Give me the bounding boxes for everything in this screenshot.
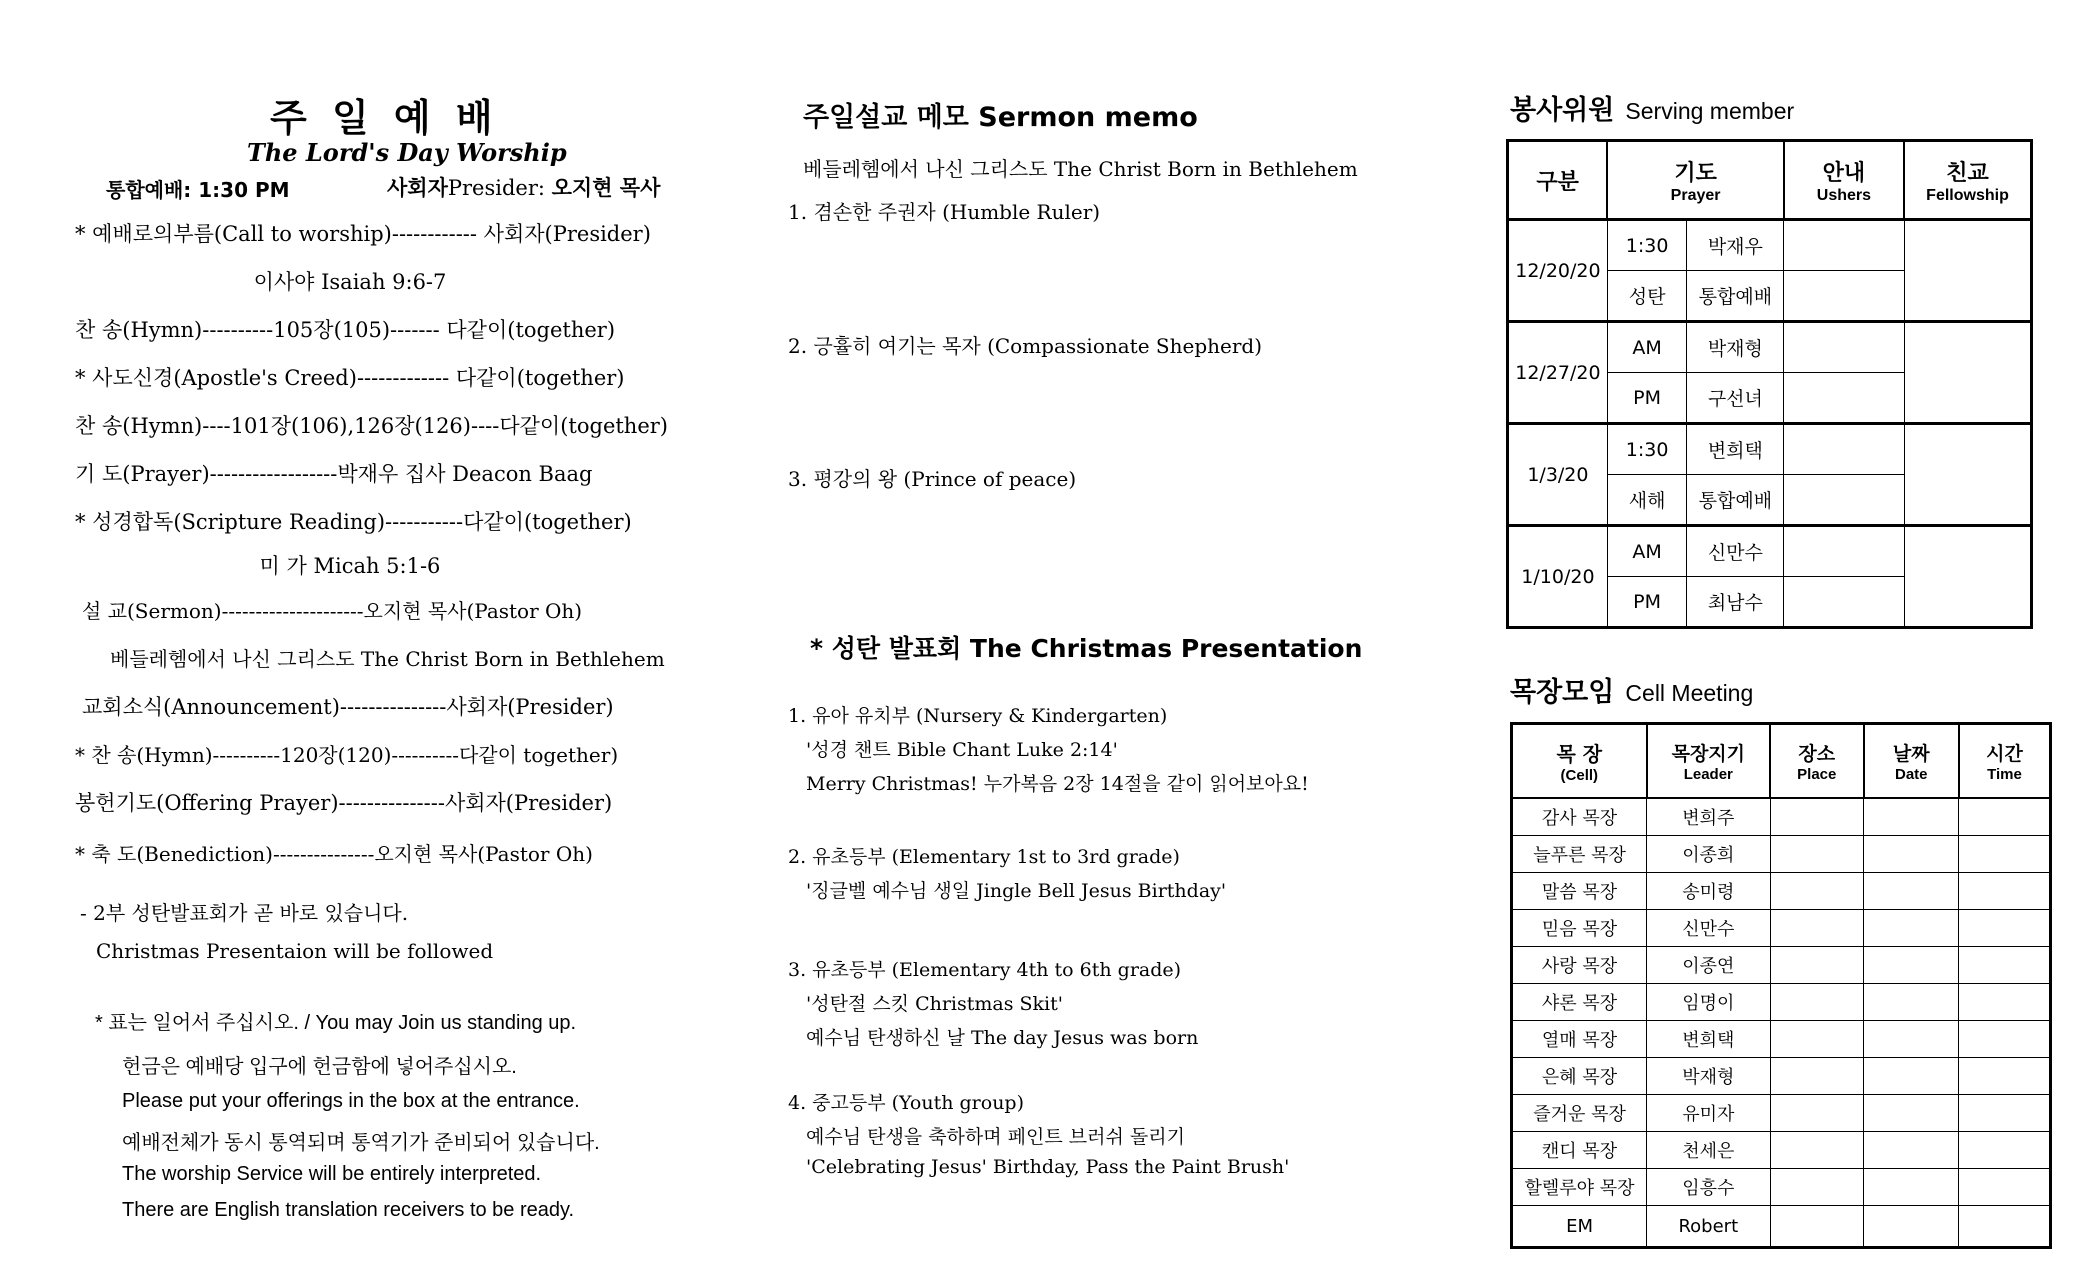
serving-date: 12/27/20 [1508,322,1608,424]
serving-time: 1:30 [1607,424,1687,475]
cell-name: 사랑 목장 [1512,947,1647,984]
table-row [1512,984,2051,1021]
cell-time [1959,1169,2051,1206]
cell-name: EM [1512,1206,1647,1248]
presider-name: 오지현 목사 [551,176,661,200]
table-row [1512,1095,2051,1132]
sermon-point: 1. 겸손한 주권자 (Humble Ruler) [788,200,1101,224]
sermon-memo-title: 주일설교 메모 Sermon memo [803,102,1198,133]
christmas-group-line: 예수님 탄생하신 날 The day Jesus was born [806,1027,1199,1049]
order-item: * 찬 송(Hymn)----------120장(120)----------다같이 together) [75,743,619,767]
cell-place [1770,984,1864,1021]
serving-title-en: Serving member [1625,98,1795,124]
cell-time [1959,1095,2051,1132]
cell-place [1770,1021,1864,1058]
serving-heading [1510,88,1794,127]
order-item: * 성경합독(Scripture Reading)-----------다같이(together) [75,510,632,534]
header-ushers: 안내 Ushers [1784,141,1904,220]
christmas-group: 3. 유초등부 (Elementary 4th to 6th grade) [788,959,1182,981]
cell-leader: 박재형 [1647,1058,1770,1095]
table-row [1508,220,2032,271]
serving-time: AM [1607,526,1687,577]
note-offering-en: Please put your offerings in the box at the entrance. [122,1090,580,1112]
christmas-group-line: '성경 챈트 Bible Chant Luke 2:14' [806,739,1118,761]
cell-name: 할렐루야 목장 [1512,1169,1647,1206]
serving-time: 1:30 [1607,220,1687,271]
header-date: 날짜 Date [1864,724,1959,799]
serving-ushers-cell [1784,271,1904,322]
cell-leader: 천세은 [1647,1132,1770,1169]
christmas-group-line: 'Celebrating Jesus' Birthday, Pass the Paint Brush' [806,1156,1290,1178]
notice-english: Christmas Presentaion will be followed [96,939,494,963]
cell-date [1864,1132,1959,1169]
table-row [1512,1132,2051,1169]
serving-ushers-cell [1784,322,1904,373]
order-item: 교회소식(Announcement)---------------사회자(Presider) [82,695,614,719]
cell-date [1864,947,1959,984]
cell-leader: 신만수 [1647,910,1770,947]
cell-date [1864,1169,1959,1206]
worship-subtitle: The Lord's Day Worship [247,138,567,167]
serving-prayer-name: 박재형 [1687,322,1784,373]
order-item: * 사도신경(Apostle's Creed)------------- 다같이(together) [75,366,625,390]
header-time: 시간 Time [1959,724,2051,799]
serving-title-kr: 봉사위원 [1510,95,1615,126]
christmas-group-line: 예수님 탄생을 축하하며 페인트 브러쉬 돌리기 [806,1126,1185,1148]
serving-time: AM [1607,322,1687,373]
serving-prayer-name: 통합예배 [1687,271,1784,322]
cell-name: 은혜 목장 [1512,1058,1647,1095]
order-item: * 축 도(Benediction)---------------오지현 목사(Pastor Oh) [75,842,593,866]
cell-leader: 이종연 [1647,947,1770,984]
christmas-group: 1. 유아 유치부 (Nursery & Kindergarten) [788,705,1168,727]
cell-name: 말씀 목장 [1512,873,1647,910]
cell-leader: 변희주 [1647,798,1770,836]
serving-fellowship-cell [1904,424,2031,526]
table-row [1512,873,2051,910]
cell-name: 늘푸른 목장 [1512,836,1647,873]
note-offering-kr: 헌금은 예배당 입구에 헌금함에 넣어주십시오. [122,1056,517,1078]
cell-header-row [1512,724,2051,799]
cell-time [1959,910,2051,947]
table-row [1512,1206,2051,1248]
serving-table [1506,139,2033,629]
note-interpret-kr: 예배전체가 동시 통역되며 통역기가 준비되어 있습니다. [122,1132,600,1154]
cell-date [1864,984,1959,1021]
christmas-group-line: '징글벨 예수님 생일 Jingle Bell Jesus Birthday' [806,880,1227,902]
cell-time [1959,947,2051,984]
cell-name: 즐거운 목장 [1512,1095,1647,1132]
header-place: 장소 Place [1770,724,1864,799]
cell-heading [1510,670,1753,709]
cell-place [1770,1058,1864,1095]
order-sermon-title: 베들레헴에서 나신 그리스도 The Christ Born in Bethlehem [110,647,665,671]
presider-label: 사회자 [387,176,448,200]
cell-place [1770,836,1864,873]
serving-time: PM [1607,577,1687,628]
serving-fellowship-cell [1904,526,2031,628]
order-scripture-ref: 미 가 Micah 5:1-6 [259,554,441,578]
serving-prayer-name: 신만수 [1687,526,1784,577]
cell-place [1770,947,1864,984]
christmas-group: 2. 유초등부 (Elementary 1st to 3rd grade) [788,846,1180,868]
cell-leader: 송미령 [1647,873,1770,910]
cell-time [1959,1021,2051,1058]
cell-leader: 변희택 [1647,1021,1770,1058]
header-leader: 목장지기 Leader [1647,724,1770,799]
cell-time [1959,1058,2051,1095]
serving-ushers-cell [1784,577,1904,628]
serving-ushers-cell [1784,475,1904,526]
table-row [1512,798,2051,836]
serving-ushers-cell [1784,526,1904,577]
cell-time [1959,1206,2051,1248]
cell-title-kr: 목장모임 [1510,677,1615,708]
cell-name: 믿음 목장 [1512,910,1647,947]
cell-date [1864,836,1959,873]
serving-time: 새해 [1607,475,1687,526]
cell-leader: Robert [1647,1206,1770,1248]
christmas-group-line: '성탄절 스킷 Christmas Skit' [806,993,1063,1015]
cell-name: 캔디 목장 [1512,1132,1647,1169]
header-fellowship: 친교 Fellowship [1904,141,2031,220]
table-row [1512,1058,2051,1095]
presider-line [387,172,660,202]
header-prayer: 기도 Prayer [1607,141,1784,220]
serving-fellowship-cell [1904,220,2031,322]
cell-date [1864,910,1959,947]
sermon-point: 3. 평강의 왕 (Prince of peace) [788,467,1077,491]
table-row [1512,947,2051,984]
table-row [1508,526,2032,577]
cell-date [1864,1058,1959,1095]
serving-prayer-name: 통합예배 [1687,475,1784,526]
cell-time [1959,1132,2051,1169]
presider-en: Presider: [447,176,545,200]
table-row [1508,322,2032,373]
serving-header-row [1508,141,2032,220]
christmas-group-line: Merry Christmas! 누가복음 2장 14절을 같이 읽어보아요! [806,773,1309,795]
worship-time: 통합예배: 1:30 PM [106,178,290,202]
cell-place [1770,1132,1864,1169]
cell-place [1770,1206,1864,1248]
table-row [1508,424,2032,475]
note-interpret-en: The worship Service will be entirely interpreted. [122,1163,542,1185]
cell-time [1959,984,2051,1021]
cell-date [1864,1021,1959,1058]
order-item: 설 교(Sermon)---------------------오지현 목사(Pastor Oh) [82,599,583,623]
serving-date: 1/3/20 [1508,424,1608,526]
cell-place [1770,798,1864,836]
cell-leader: 임흥수 [1647,1169,1770,1206]
sermon-point: 2. 긍휼히 여기는 목자 (Compassionate Shepherd) [788,334,1263,358]
cell-leader: 임명이 [1647,984,1770,1021]
cell-table [1510,722,2052,1249]
order-item: 찬 송(Hymn)----------105장(105)------- 다같이(together) [75,318,616,342]
note-standing: * 표는 일어서 주십시오. / You may Join us standing up. [95,1012,577,1034]
serving-date: 1/10/20 [1508,526,1608,628]
cell-time [1959,798,2051,836]
cell-place [1770,910,1864,947]
sermon-title: 베들레헴에서 나신 그리스도 The Christ Born in Bethlehem [803,157,1358,181]
cell-date [1864,873,1959,910]
cell-name: 샤론 목장 [1512,984,1647,1021]
cell-place [1770,1169,1864,1206]
serving-time: PM [1607,373,1687,424]
cell-place [1770,873,1864,910]
serving-time: 성탄 [1607,271,1687,322]
christmas-title: * 성탄 발표회 The Christmas Presentation [810,634,1363,663]
serving-fellowship-cell [1904,322,2031,424]
serving-date: 12/20/20 [1508,220,1608,322]
cell-date [1864,1095,1959,1132]
order-item: 기 도(Prayer)------------------박재우 집사 Deacon Baag [75,462,593,486]
header-cell: 목 장 (Cell) [1512,724,1647,799]
order-item: 찬 송(Hymn)----101장(106),126장(126)----다같이(together) [75,414,668,438]
note-receivers-en: There are English translation receivers to be ready. [122,1199,575,1221]
cell-time [1959,836,2051,873]
cell-place [1770,1095,1864,1132]
order-scripture-ref: 이사야 Isaiah 9:6-7 [253,270,447,294]
cell-date [1864,798,1959,836]
serving-prayer-name: 변희택 [1687,424,1784,475]
christmas-group: 4. 중고등부 (Youth group) [788,1092,1025,1114]
order-item: * 예배로의부름(Call to worship)------------ 사회자(Presider) [75,222,651,246]
cell-name: 감사 목장 [1512,798,1647,836]
worship-title: 주 일 예 배 [270,96,499,140]
table-row [1512,1169,2051,1206]
cell-time [1959,873,2051,910]
cell-name: 열매 목장 [1512,1021,1647,1058]
cell-leader: 유미자 [1647,1095,1770,1132]
worship-order-column [0,0,700,1275]
table-row [1512,836,2051,873]
serving-ushers-cell [1784,373,1904,424]
serving-prayer-name: 구선녀 [1687,373,1784,424]
serving-prayer-name: 박재우 [1687,220,1784,271]
serving-ushers-cell [1784,424,1904,475]
table-row [1512,1021,2051,1058]
serving-prayer-name: 최남수 [1687,577,1784,628]
table-row [1512,910,2051,947]
sermon-memo-column [760,0,1400,1275]
cell-date [1864,1206,1959,1248]
cell-title-en: Cell Meeting [1625,680,1754,706]
order-item: 봉헌기도(Offering Prayer)---------------사회자(Presider) [75,791,613,815]
cell-leader: 이종희 [1647,836,1770,873]
notice-korean: - 2부 성탄발표회가 곧 바로 있습니다. [80,901,409,925]
header-category: 구분 [1508,141,1608,220]
serving-ushers-cell [1784,220,1904,271]
